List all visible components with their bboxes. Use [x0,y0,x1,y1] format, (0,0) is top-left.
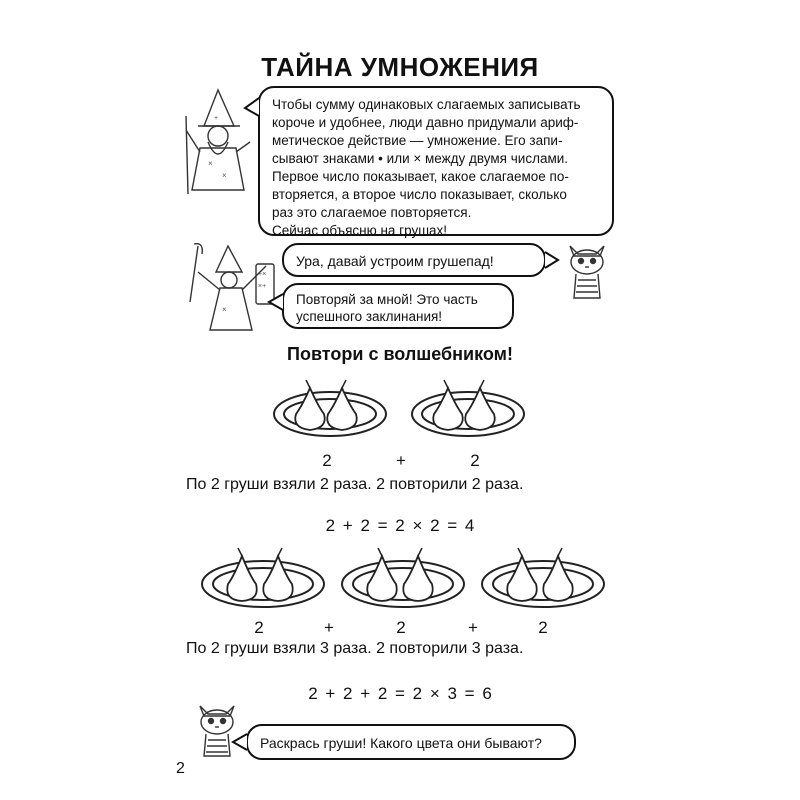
wizard-speech-line: успешного заклинания! [296,309,443,324]
cat-speech-bubble [282,243,546,277]
closing-bubble-tail [232,732,250,752]
plus-sign: + [396,451,406,470]
term-number: 2 [538,618,548,637]
wizard-speech-bubble [282,283,514,329]
intro-line: Сейчас объясню на грушах! [272,223,448,238]
example-sentence: По 2 груши взяли 2 раза. 2 повторили 2 раза. [186,476,524,493]
wizard-bubble-tail [268,292,286,312]
term-number: 2 [396,618,406,637]
example-equation: 2 + 2 = 2 × 2 = 4 [325,516,475,535]
closing-speech-text: Раскрась груши! Какого цвета они бывают? [260,735,542,751]
intro-line: короче и удобнее, люди давно придумали ариф- [272,115,579,130]
svg-text:×: × [222,171,227,180]
intro-line: сывают знаками • или × между двумя числами. [272,151,569,166]
svg-text:+×: +× [258,271,267,278]
svg-text:×: × [222,305,227,314]
intro-bubble-tail [244,96,264,118]
wizard-speech-line: Повторяй за мной! Это часть [296,292,478,307]
plate-with-pears [340,546,466,610]
plate-with-pears [480,546,606,610]
plus-sign: + [324,618,334,637]
intro-line: метическое действие — умножение. Его запи- [272,133,563,148]
svg-text:×: × [208,159,213,168]
section-subtitle: Повтори с волшебником! [287,344,513,364]
term-number: 2 [254,618,264,637]
term-number: 2 [470,451,480,470]
svg-text:×+: ×+ [258,283,267,290]
plate-with-pears [272,378,388,438]
intro-speech-bubble [258,86,614,236]
intro-line: Чтобы сумму одинаковых слагаемых записывать [272,97,581,112]
term-number: 2 [322,451,332,470]
plus-sign: + [468,618,478,637]
closing-speech-bubble [246,724,576,760]
page-title: ТАЙНА УМНОЖЕНИЯ [261,52,539,82]
svg-text:+: + [214,115,219,122]
page-number: 2 [176,760,185,777]
plate-with-pears [200,546,326,610]
example-equation: 2 + 2 + 2 = 2 × 3 = 6 [308,684,492,703]
cat-speech-text: Ура, давай устроим грушепад! [296,253,494,269]
plate-with-pears [410,378,526,438]
cat-illustration [562,240,612,302]
cat-bubble-tail [544,250,562,270]
wizard-with-staff-illustration [180,242,276,334]
intro-line: Первое число показывает, какое слагаемое по- [272,169,569,184]
example-sentence: По 2 груши взяли 3 раза. 2 повторили 3 раза. [186,640,524,657]
intro-line: вторяется, а второе число показывает, сколько [272,187,567,202]
intro-line: раз это слагаемое повторяется. [272,205,472,220]
